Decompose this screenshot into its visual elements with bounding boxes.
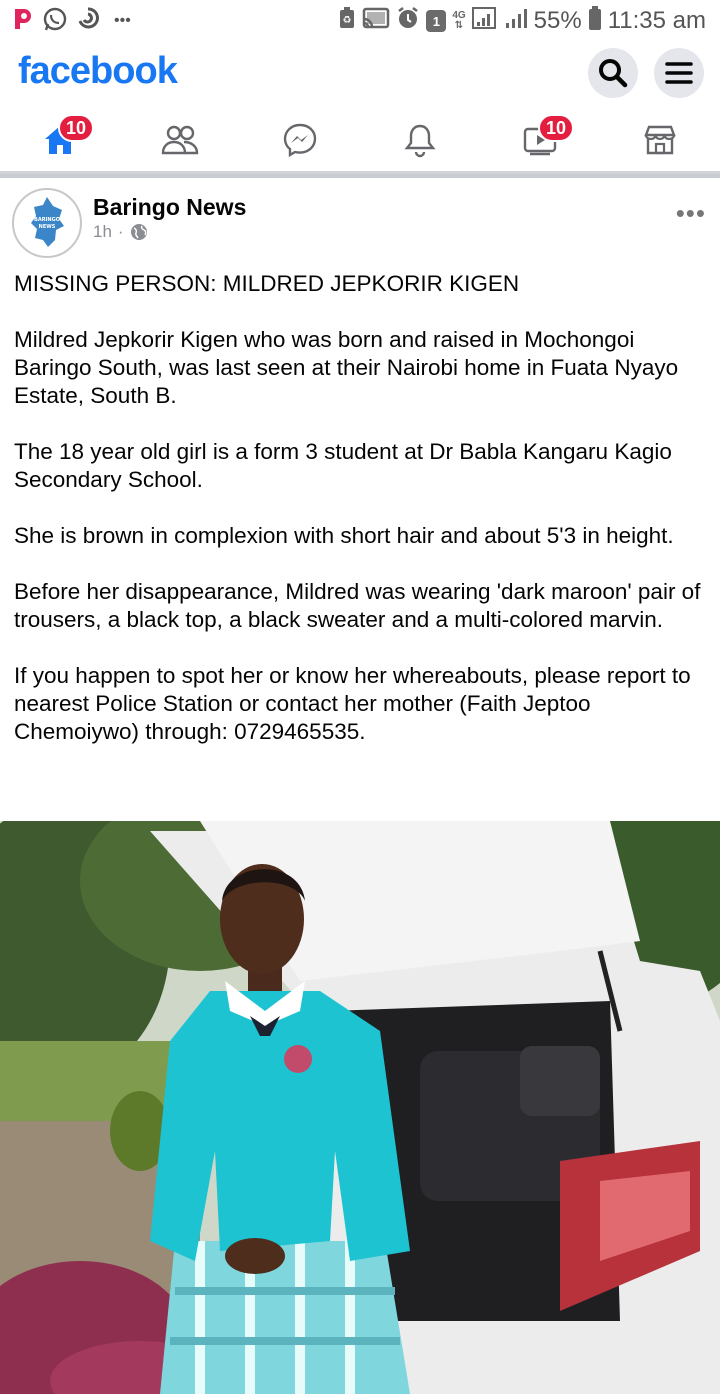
page-avatar[interactable] (12, 188, 82, 258)
app-p-icon (12, 7, 34, 36)
signal-1-icon (472, 6, 498, 37)
watch-notification-badge: 10 (538, 114, 574, 142)
more-notifications-icon: ••• (114, 12, 131, 29)
sim-indicator: 1 (426, 10, 446, 32)
menu-button[interactable] (654, 48, 704, 98)
post-paragraph: The 18 year old girl is a form 3 student at Dr Babla Kangaru Kagio Secondary School. (14, 439, 679, 492)
svg-text:BARINGO: BARINGO (34, 217, 60, 223)
tab-messenger[interactable] (240, 108, 360, 172)
cast-icon (362, 6, 390, 37)
search-icon (597, 57, 629, 89)
messenger-icon (282, 122, 318, 158)
status-bar (0, 0, 720, 44)
tab-notifications[interactable] (360, 108, 480, 172)
post-paragraph: She is brown in complexion with short hair and about 5'3 in height. (14, 523, 674, 548)
svg-text:NEWS: NEWS (38, 224, 56, 230)
whatsapp-icon (42, 6, 68, 37)
svg-text:♻: ♻ (342, 14, 352, 26)
facebook-logo[interactable]: facebook (18, 50, 177, 92)
post-options-button[interactable]: ••• (675, 198, 706, 228)
globe-icon (130, 223, 148, 241)
post-paragraph: MISSING PERSON: MILDRED JEPKORIR KIGEN (14, 271, 520, 296)
bell-icon (404, 122, 436, 158)
post-paragraph: If you happen to spot her or know her whereabouts, please report to nearest Police Station or contact her mother (Faith Jeptoo Chemoiywo) through: 0729465535. (14, 663, 697, 744)
tab-friends[interactable] (120, 108, 240, 172)
photo-illustration (0, 821, 720, 1394)
tab-bar (0, 108, 720, 174)
clock: 11:35 am (607, 7, 706, 34)
app-header (0, 44, 720, 108)
tab-watch[interactable] (480, 108, 600, 172)
hamburger-icon (665, 60, 693, 86)
search-button[interactable] (588, 48, 638, 98)
home-notification-badge: 10 (58, 114, 94, 142)
post-photo[interactable] (0, 821, 720, 1394)
marketplace-icon (642, 123, 678, 157)
battery-percent: 55% (533, 7, 582, 34)
signal-2-icon (504, 6, 528, 37)
baringo-news-logo (14, 190, 80, 256)
network-type: 4G ⇅ (452, 10, 466, 31)
post-meta (93, 222, 148, 242)
battery-icon (588, 5, 602, 38)
tab-home[interactable] (0, 108, 120, 172)
post-author[interactable]: Baringo News (93, 194, 247, 220)
friends-icon (160, 123, 200, 157)
alarm-icon (396, 6, 420, 37)
post-paragraph: Mildred Jepkorir Kigen who was born and raised in Mochongoi Baringo South, was last seen at their Nairobi home in Fuata Nyayo Estate, South B. (14, 327, 685, 408)
post-paragraph: Before her disappearance, Mildred was wearing 'dark maroon' pair of trousers, a black top, a black sweater and a multi-colored marvin. (14, 579, 707, 632)
meta-separator: · (117, 222, 124, 241)
battery-saver-icon (338, 6, 356, 37)
post-time[interactable]: 1h (93, 222, 112, 241)
tab-marketplace[interactable] (600, 108, 720, 172)
spiral-app-icon (76, 6, 100, 37)
post-text (14, 270, 712, 774)
status-bar-right (338, 6, 706, 36)
feed-divider (0, 174, 720, 178)
status-bar-left (12, 6, 131, 36)
